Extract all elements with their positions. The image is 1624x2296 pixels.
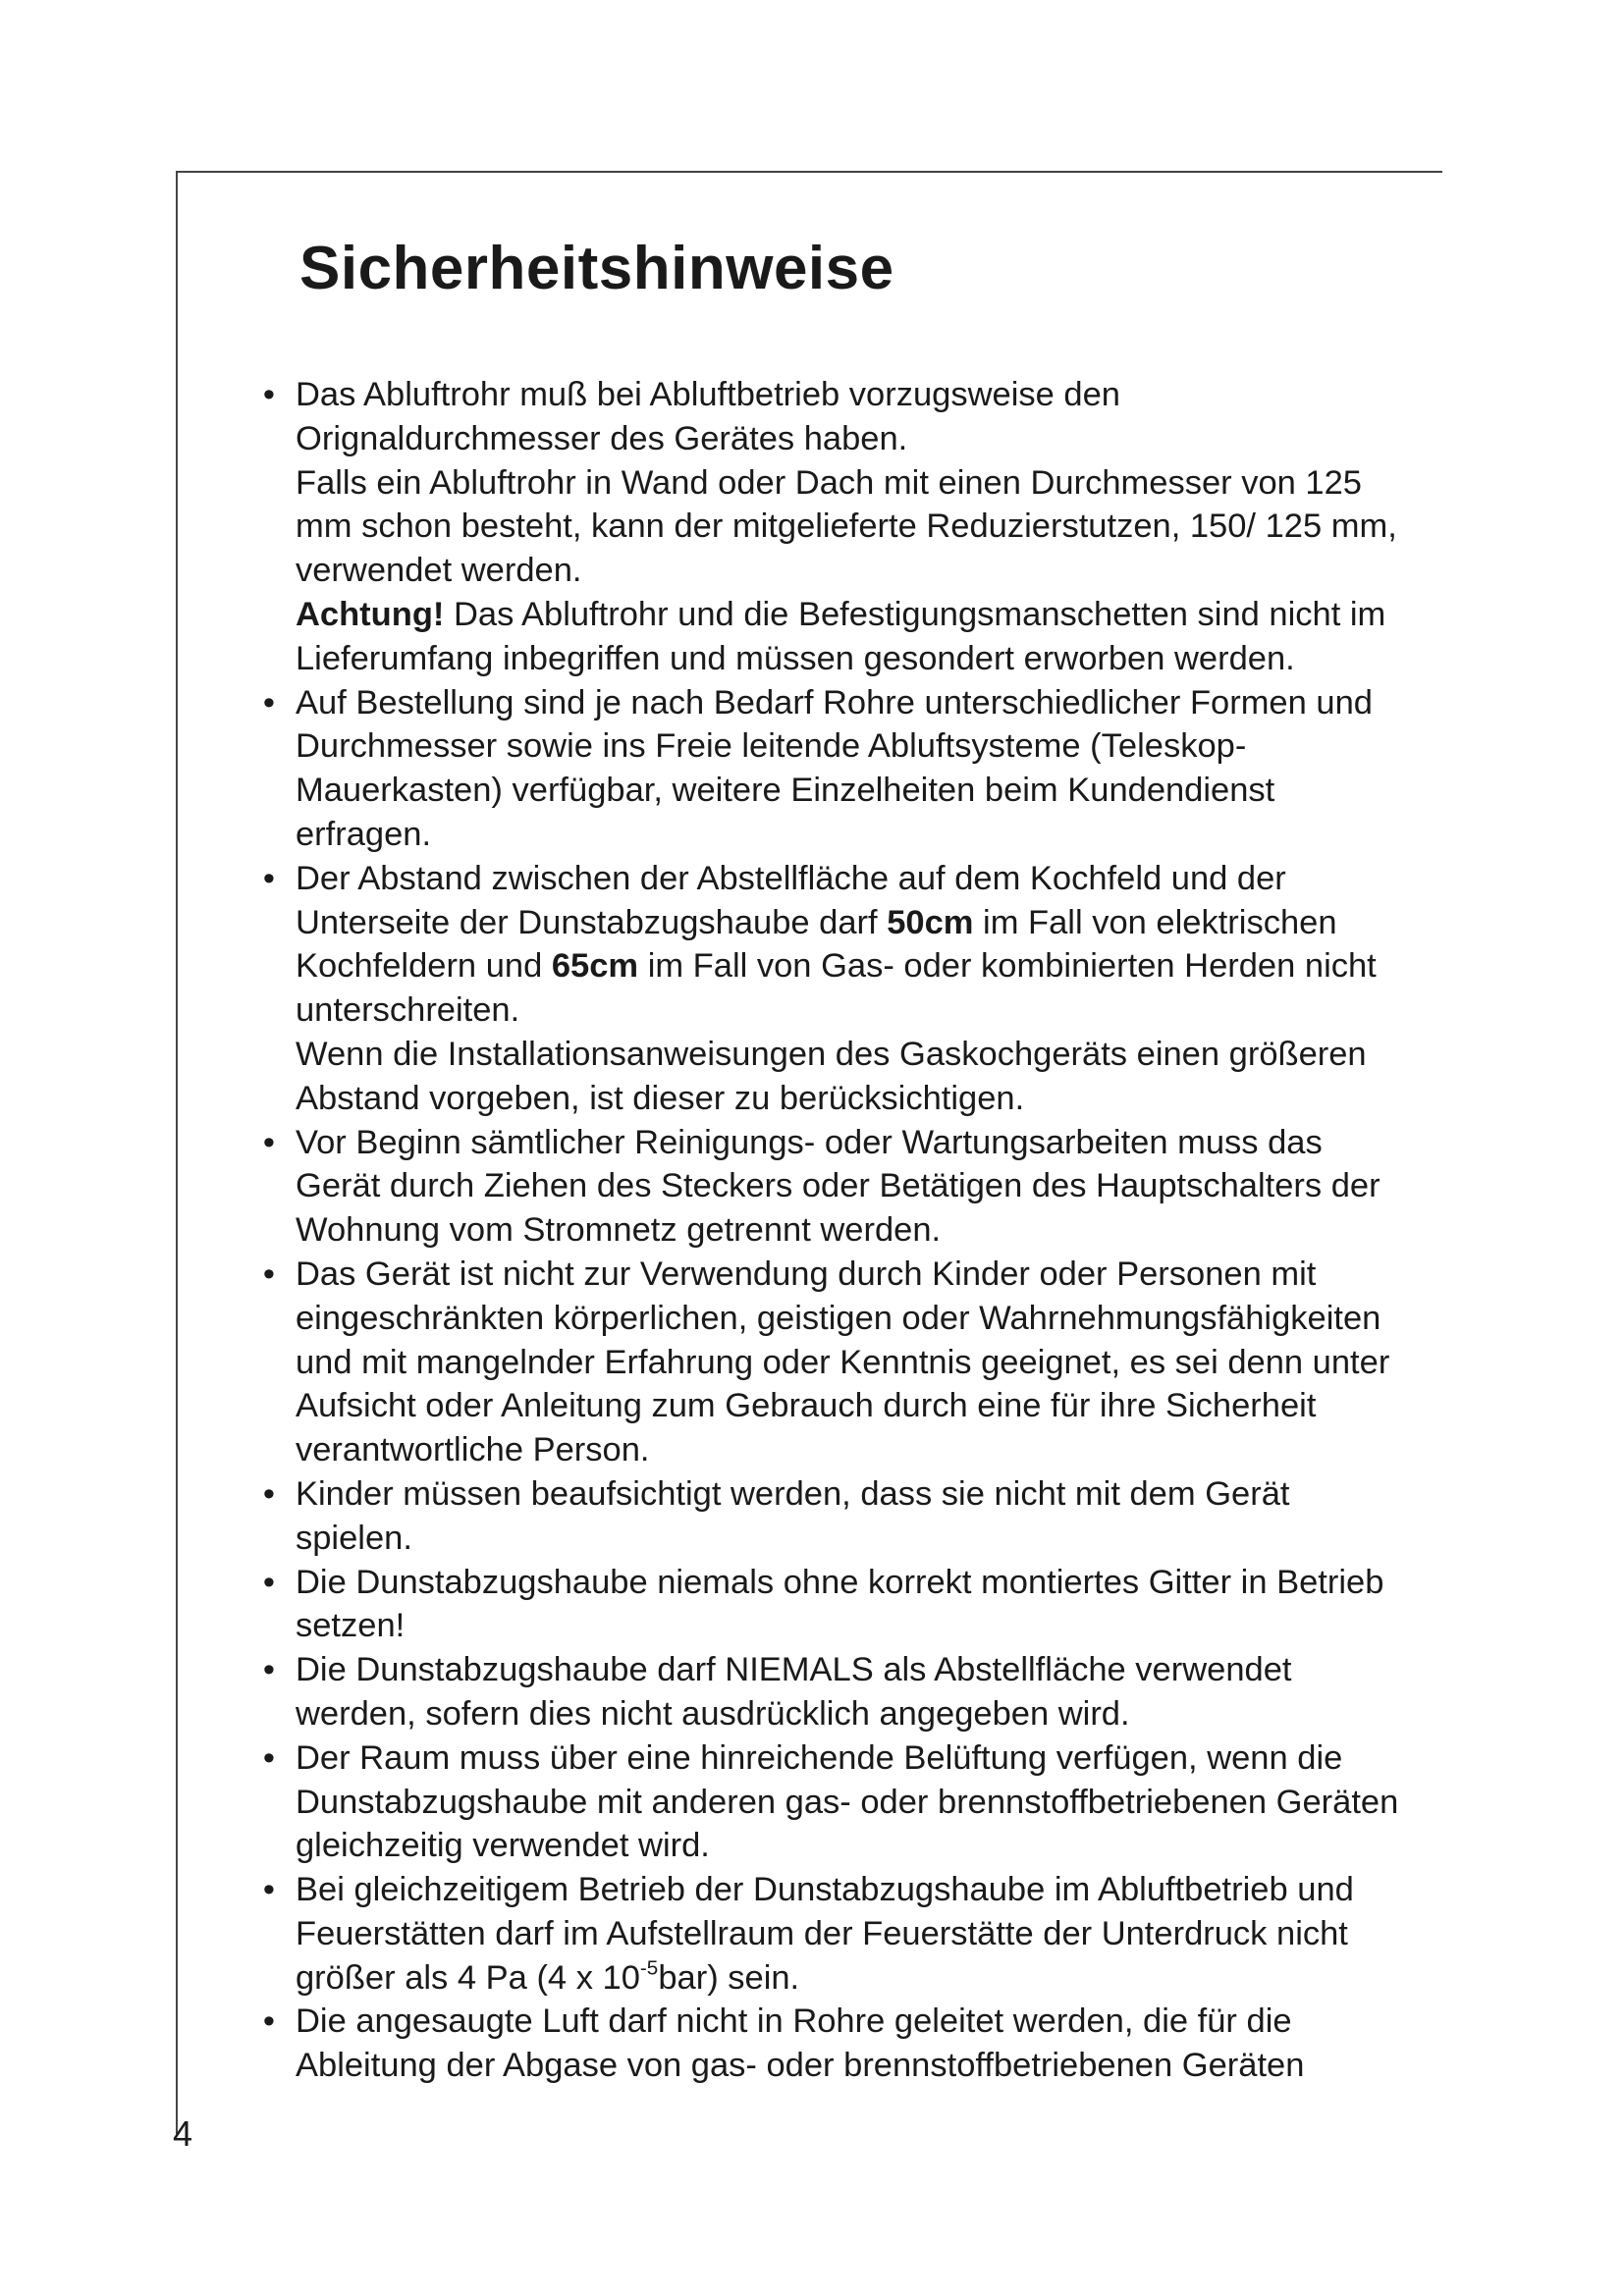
list-item	[251, 681, 1410, 857]
item-text: Der Raum muss über eine hinreichende Belüftung verfügen, wenn die Dunstabzugshaube mit anderen gas- oder brennstoffbetriebenen Geräten gleichzeitig verwendet wird.	[296, 1738, 1399, 1865]
top-rule	[176, 171, 1442, 173]
bullet: •	[262, 1255, 275, 1293]
item-text: Bei gleichzeitigem Betrieb der Dunstabzugshaube im Abluftbetrieb und Feuerstätten darf im Aufstellraum der Feuerstätte der Unterdruck nicht größer als 4 Pa (4 x $10^{-5}bar$) sein.	[296, 1871, 1354, 1997]
safety-list	[251, 373, 1410, 2088]
item-text: Die angesaugte Luft darf nicht in Rohre geleitet werden, die für die Ableitung der Abgase von gas- oder brennstoffbetriebenen Geräten	[296, 2002, 1305, 2085]
bullet: •	[262, 1123, 275, 1161]
item-text: Der Abstand zwischen der Abstellfläche auf dem Kochfeld und der Unterseite der Dunstabzugshaube darf 50cm im Fall von elektrischen Kochfeldern und 65cm im Fall von Gas- oder kombinierten Herden nicht unterschreiten.	[296, 859, 1377, 1030]
item-text: Das Gerät ist nicht zur Verwendung durch Kinder oder Personen mit eingeschränkten körperlichen, geistigen oder Wahrnehmungsfähigkeiten und mit mangelnder Erfahrung oder Kenntnis geeignet, es sei denn unter Aufsicht oder Anleitung zum Gebrauch durch eine für ihre Sicherheit verantwortliche Person.	[296, 1255, 1390, 1469]
bullet: •	[262, 376, 275, 413]
list-item	[251, 1121, 1410, 1253]
list-item	[251, 1253, 1410, 1472]
list-item	[251, 857, 1410, 1121]
item-text: Die Dunstabzugshaube darf NIEMALS als Abstellfläche verwendet werden, sofern dies nicht ausdrücklich angegeben wird.	[296, 1651, 1292, 1733]
item-text: Die Dunstabzugshaube niemals ohne korrekt montiertes Gitter in Betrieb setzen!	[296, 1563, 1384, 1645]
bullet: •	[262, 1651, 275, 1689]
item-text: Das Abluftrohr muß bei Abluftbetrieb vorzugsweise den Orignaldurchmesser des Gerätes haben.	[296, 376, 1120, 457]
page-number: 4	[173, 2113, 193, 2154]
item-text: Kinder müssen beaufsichtigt werden, dass sie nicht mit dem Gerät spielen.	[296, 1474, 1290, 1557]
bullet: •	[262, 1563, 275, 1601]
list-item	[251, 1736, 1410, 1868]
bullet: •	[262, 859, 275, 897]
distance-gas: 65cm	[551, 947, 639, 986]
item-text: Achtung! Das Abluftrohr und die Befestigungsmanschetten sind nicht im Lieferumfang inbegriffen und müssen gesondert erworben werden.	[296, 595, 1386, 677]
page-title: Sicherheitshinweise	[299, 235, 894, 302]
list-item	[251, 1868, 1410, 2000]
item-text: Auf Bestellung sind je nach Bedarf Rohre unterschiedlicher Formen und Durchmesser sowie ins Freie leitende Abluftsysteme (Teleskop-Mauerkasten) verfügbar, weitere Einzelheiten beim Kundendienst erfragen.	[296, 683, 1373, 853]
item-text: Vor Beginn sämtlicher Reinigungs- oder Wartungsarbeiten muss das Gerät durch Ziehen des Steckers oder Betätigen des Hauptschalters der Wohnung vom Stromnetz getrennt werden.	[296, 1123, 1380, 1250]
list-item	[251, 1648, 1410, 1736]
exponent: -5	[639, 1956, 659, 1980]
item-text: Wenn die Installationsanweisungen des Gaskochgeräts einen größeren Abstand vorgeben, ist dieser zu berücksichtigen.	[296, 1035, 1367, 1117]
item-text: Falls ein Abluftrohr in Wand oder Dach mit einen Durchmesser von 125 mm schon besteht, kann der mitgelieferte Reduzierstutzen, 150/ 125 mm, verwendet werden.	[296, 463, 1397, 590]
bullet: •	[262, 1738, 275, 1777]
distance-electric: 50cm	[887, 903, 974, 941]
bullet: •	[262, 2002, 275, 2041]
warning-label: Achtung!	[296, 595, 445, 633]
bullet: •	[262, 683, 275, 721]
side-rule	[176, 171, 178, 2134]
list-item	[251, 2000, 1410, 2088]
list-item	[251, 373, 1410, 681]
bullet: •	[262, 1474, 275, 1513]
list-item	[251, 1472, 1410, 1561]
bullet: •	[262, 1871, 275, 1909]
list-item	[251, 1561, 1410, 1649]
